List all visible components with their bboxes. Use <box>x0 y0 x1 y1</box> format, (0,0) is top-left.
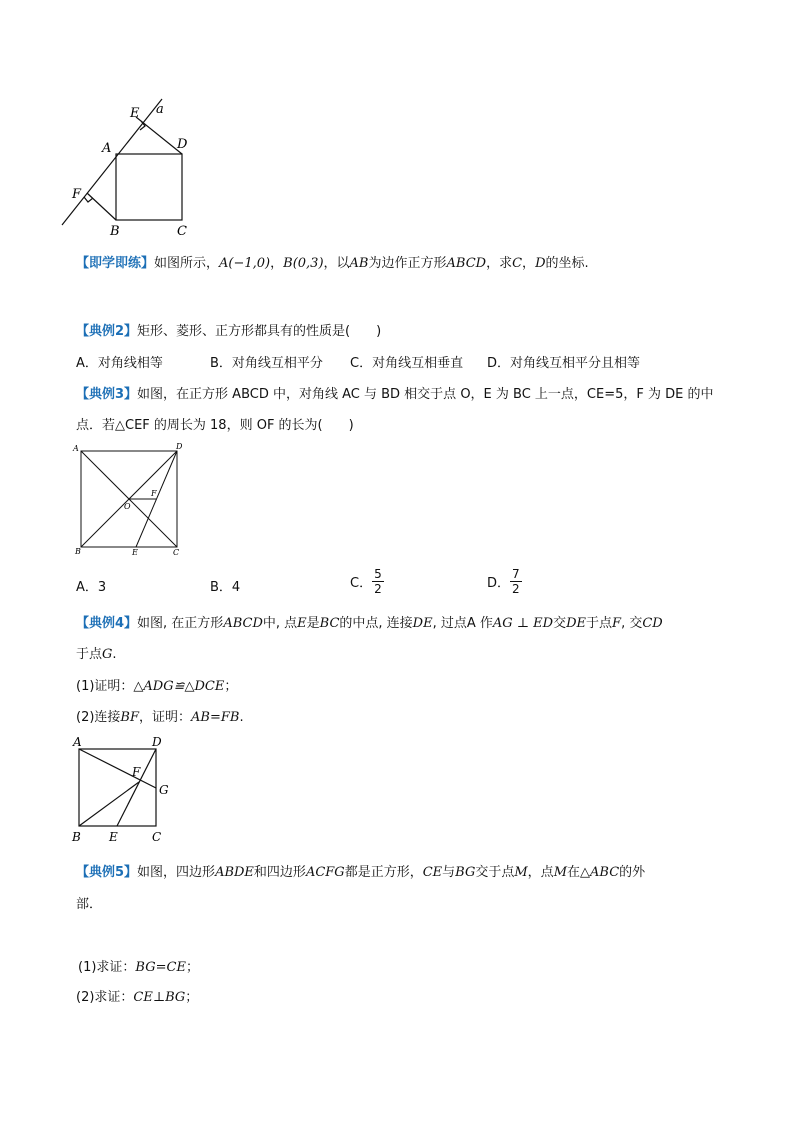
example4-tag: 【典例4】 <box>76 616 138 631</box>
fig1-label-B: B <box>110 224 120 239</box>
example3-line1: 【典例3】如图，在正方形 ABCD 中，对角线 AC 与 BD 相交于点 O，E 为 BC 上一点，CE=5，F 为 DE 的中 <box>76 387 714 402</box>
fig3-label-E: E <box>132 548 138 557</box>
fig3-label-F: F <box>151 489 157 498</box>
example3-option-c: C． $\frac{5}{2}$ <box>350 567 382 596</box>
example3-line2: 点．若△CEF 的周长为 18，则 OF 的长为( ) <box>76 418 354 433</box>
fig1-label-C: C <box>177 224 187 239</box>
fig4-label-A: A <box>73 735 82 749</box>
example5-question2: (2)求证：CE⊥BG； <box>76 990 199 1005</box>
fig3-label-B: B <box>75 547 81 556</box>
example5-line2: 部． <box>76 897 103 912</box>
figure-square-midpoint <box>68 732 178 847</box>
example4-line2: 于点G. <box>76 647 117 662</box>
example5-tag: 【典例5】 <box>76 865 138 880</box>
example5-question1: (1)求证：BG=CE； <box>78 960 199 975</box>
fig4-label-D: D <box>152 735 162 749</box>
practice-question: 【即学即练】如图所示，A(−1,0)，B(0,3)，以AB为边作正方形ABCD，求C，D的坐标. <box>76 256 589 271</box>
figure-square-line-a <box>60 95 210 240</box>
example2-option-a: A．对角线相等 <box>76 356 163 371</box>
fig1-label-D: D <box>177 137 188 152</box>
figure-square-diagonals <box>70 440 190 560</box>
fig3-label-O: O <box>124 502 131 511</box>
example2-option-b: B．对角线互相平分 <box>210 356 323 371</box>
example2-tag: 【典例2】 <box>76 324 138 339</box>
fraction-5-2: $\frac{5}{2}$ <box>374 567 382 596</box>
example2-option-c: C．对角线互相垂直 <box>350 356 464 371</box>
fig4-label-E: E <box>109 830 118 844</box>
example3-option-d: D． $\frac{7}{2}$ <box>487 567 520 596</box>
fig1-label-F: F <box>72 187 82 202</box>
fig3-label-D: D <box>176 442 183 451</box>
fig4-label-G: G <box>159 783 169 797</box>
fig1-label-A: A <box>102 141 112 156</box>
fig1-label-E: E <box>130 106 140 121</box>
fig3-label-A: A <box>73 444 79 453</box>
example3-option-b: B．4 <box>210 580 241 595</box>
fig4-label-F: F <box>132 765 141 779</box>
example3-option-a: A．3 <box>76 580 107 595</box>
example5-line1: 【典例5】如图，四边形ABDE和四边形ACFG都是正方形，CE与BG交于点M，点M在△ABC的外 <box>76 865 646 880</box>
fig4-label-C: C <box>152 830 162 844</box>
practice-tag: 【即学即练】 <box>76 256 155 271</box>
fraction-7-2: $\frac{7}{2}$ <box>512 567 520 596</box>
fig3-label-C: C <box>173 548 180 557</box>
fig1-label-a: a <box>156 102 164 117</box>
example2-option-d: D．对角线互相平分且相等 <box>487 356 641 371</box>
fig4-label-B: B <box>72 830 81 844</box>
example2-stem: 【典例2】矩形、菱形、正方形都具有的性质是( ) <box>76 324 382 339</box>
example3-tag: 【典例3】 <box>76 387 138 402</box>
example4-question2: (2)连接BF，证明：AB=FB. <box>76 710 244 725</box>
example4-line1: 【典例4】如图, 在正方形ABCD中, 点E是BC的中点, 连接DE, 过点A 作AG ⊥ ED交DE于点F, 交CD <box>76 616 663 631</box>
example4-question1: (1)证明：△ADG≌△DCE； <box>76 679 238 694</box>
